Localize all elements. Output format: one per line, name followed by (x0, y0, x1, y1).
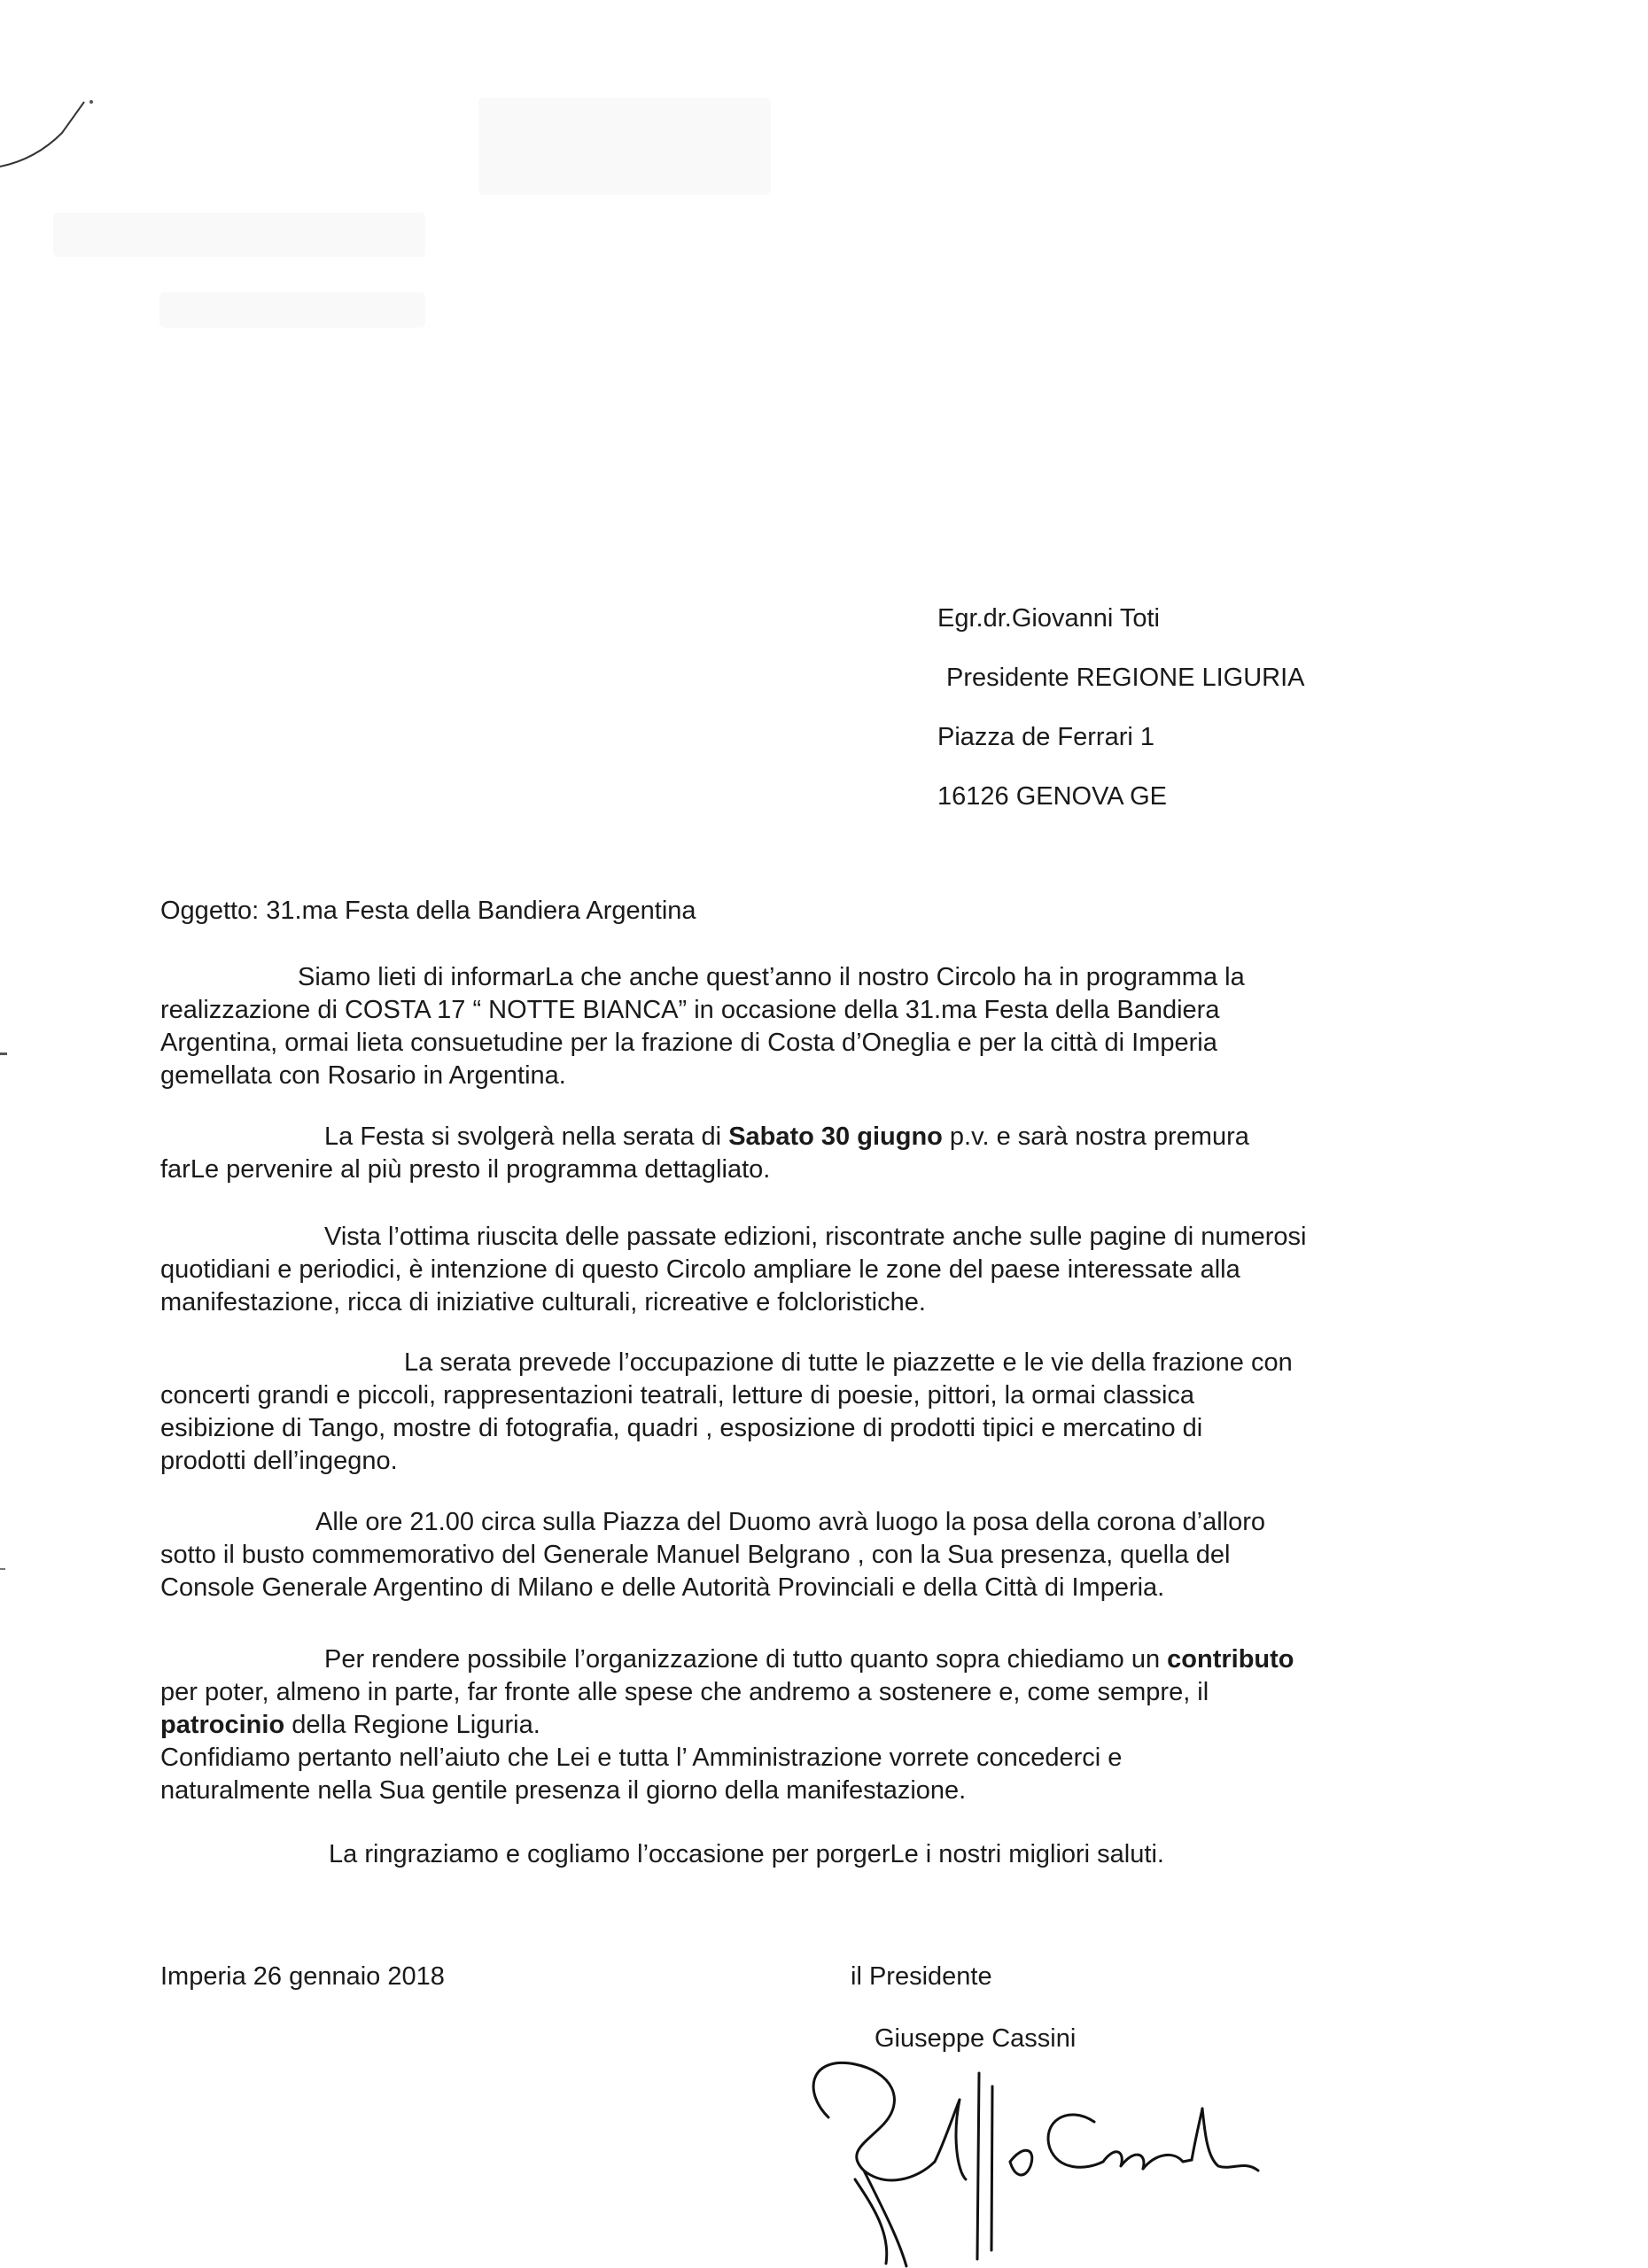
recipient-address (937, 589, 1305, 827)
body-line: La ringraziamo e cogliamo l’occasione per porgerLe i nostri migliori saluti. (329, 1840, 1164, 1868)
body-line: concerti grandi e piccoli, rappresentazioni teatrali, letture di poesie, pittori, la ormai classica (160, 1381, 1195, 1410)
patronage-keyword: patrocinio (160, 1711, 285, 1739)
scan-ghost-area (53, 213, 425, 257)
body-line: Console Generale Argentino di Milano e delle Autorità Provinciali e della Città di Imperia. (160, 1573, 1165, 1602)
body-paragraph (160, 1221, 1419, 1319)
body-line: quotidiani e periodici, è intenzione di questo Circolo ampliare le zone del paese interessate alla (160, 1255, 1240, 1284)
body-paragraph (160, 961, 1419, 1092)
recipient-street: Piazza de Ferrari 1 (937, 723, 1154, 751)
recipient-title: Presidente REGIONE LIGURIA (946, 664, 1305, 692)
body-line: naturalmente nella Sua gentile presenza il giorno della manifestazione. (160, 1776, 967, 1805)
scan-edge-tick (0, 1568, 5, 1570)
body-paragraph (160, 1121, 1419, 1186)
contribution-keyword: contributo (1167, 1645, 1294, 1674)
place-and-date: Imperia 26 gennaio 2018 (160, 1962, 445, 1991)
scan-ghost-area (478, 97, 771, 195)
body-line: realizzazione di COSTA 17 “ NOTTE BIANCA” in occasione della 31.ma Festa della Bandiera (160, 996, 1220, 1024)
body-line: Siamo lieti di informarLa che anche quest’anno il nostro Circolo ha in programma la (298, 963, 1245, 991)
recipient-name: Egr.dr.Giovanni Toti (937, 604, 1160, 633)
body-line (160, 1121, 1419, 1153)
body-line: La serata prevede l’occupazione di tutte le piazzette e le vie della frazione con (404, 1348, 1293, 1377)
body-line: Argentina, ormai lieta consuetudine per la frazione di Costa d’Oneglia e per la città di Imperia (160, 1029, 1217, 1057)
recipient-city: 16126 GENOVA GE (937, 782, 1167, 811)
body-paragraph (160, 1506, 1419, 1604)
body-line (160, 1709, 1419, 1742)
body-text: p.v. e sarà nostra premura (942, 1122, 1249, 1151)
body-line: manifestazione, ricca di iniziative culturali, ricreative e folcloristiche. (160, 1288, 926, 1317)
event-date: Sabato 30 giugno (728, 1122, 943, 1151)
closing-paragraph (160, 1838, 1419, 1871)
body-line: prodotti dell’ingegno. (160, 1447, 398, 1475)
subject-line: Oggetto: 31.ma Festa della Bandiera Argentina (160, 897, 696, 925)
body-line: gemellata con Rosario in Argentina. (160, 1061, 566, 1090)
scan-edge-tick (0, 1052, 7, 1055)
body-paragraph (160, 1347, 1419, 1478)
body-line: Vista l’ottima riuscita delle passate edizioni, riscontrate anche sulle pagine di numerosi (324, 1223, 1307, 1251)
scan-ghost-area (159, 292, 425, 328)
body-text: della Regione Liguria. (284, 1711, 540, 1739)
signatory-name: Giuseppe Cassini (875, 2024, 1077, 2053)
body-line: per poter, almeno in parte, far fronte alle spese che andremo a sostenere e, come sempre, il (160, 1678, 1209, 1706)
body-paragraph (160, 1643, 1419, 1807)
signatory-role: il Presidente (851, 1962, 992, 1991)
body-line (160, 1643, 1419, 1676)
body-line: esibizione di Tango, mostre di fotografia, quadri , esposizione di prodotti tipici e mercatino di (160, 1414, 1203, 1442)
body-line: farLe pervenire al più presto il programma dettagliato. (160, 1155, 771, 1184)
body-text: La Festa si svolgerà nella serata di (324, 1122, 729, 1151)
body-line: Alle ore 21.00 circa sulla Piazza del Duomo avrà luogo la posa della corona d’alloro (315, 1508, 1266, 1536)
scan-corner-mark (0, 97, 115, 168)
body-line: Confidiamo pertanto nell’aiuto che Lei e tutta l’ Amministrazione vorrete concederci e (160, 1744, 1123, 1772)
body-line: sotto il busto commemorativo del Generale Manuel Belgrano , con la Sua presenza, quella del (160, 1541, 1231, 1569)
handwritten-signature (802, 2038, 1298, 2268)
body-text: Per rendere possibile l’organizzazione di tutto quanto sopra chiediamo un (324, 1645, 1168, 1674)
